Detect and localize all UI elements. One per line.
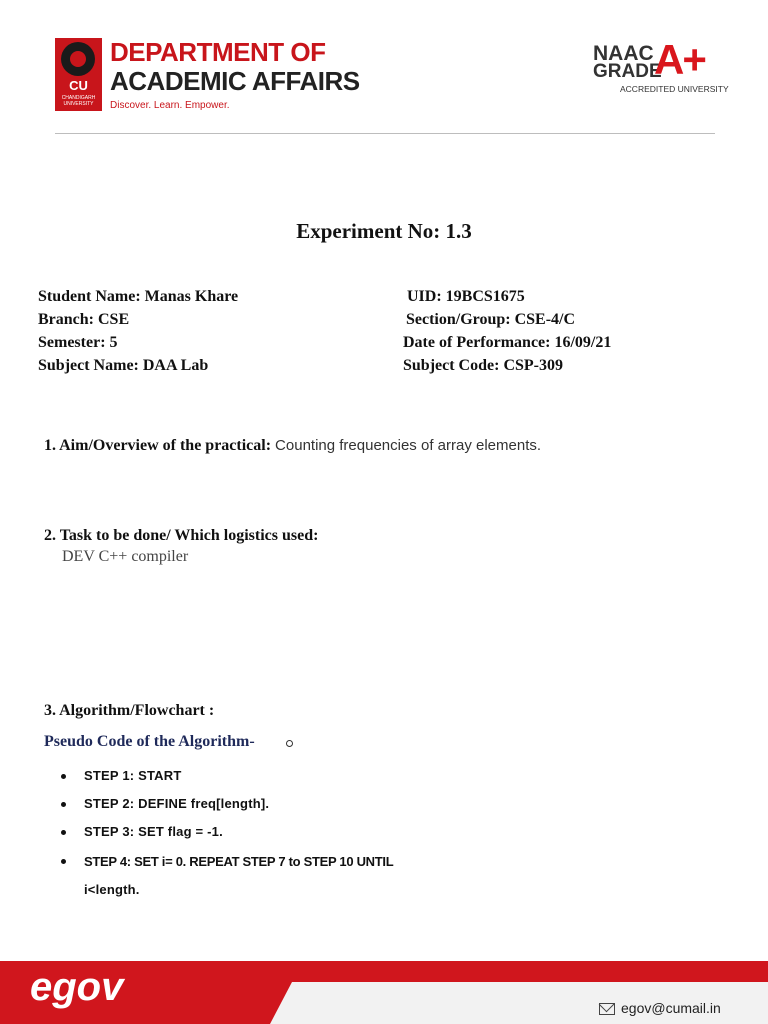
grade-value: A+ bbox=[654, 36, 705, 83]
branch: Branch: CSE bbox=[38, 311, 130, 328]
subject-code: Subject Code: CSP-309 bbox=[403, 357, 563, 374]
bullet-icon bbox=[61, 859, 66, 864]
uid: UID: 19BCS1675 bbox=[407, 288, 525, 305]
aim-heading: 1. Aim/Overview of the practical: bbox=[44, 437, 272, 454]
emblem-icon bbox=[61, 42, 95, 76]
bullet-icon bbox=[61, 774, 66, 779]
step-4-continued: i<length. bbox=[84, 882, 140, 897]
subject-name: Subject Name: DAA Lab bbox=[38, 357, 209, 374]
student-name: Student Name: Manas Khare bbox=[38, 288, 239, 305]
footer-email-link[interactable]: egov@cumail.in bbox=[621, 1000, 721, 1016]
header-divider bbox=[55, 133, 715, 134]
bullet-icon bbox=[61, 830, 66, 835]
aim-section bbox=[44, 437, 541, 455]
accredited-label: ACCREDITED UNIVERSITY bbox=[620, 84, 729, 94]
naac-label: NAAC bbox=[593, 42, 654, 65]
step-3: STEP 3: SET flag = -1. bbox=[84, 824, 223, 839]
department-title-line2: ACADEMIC AFFAIRS bbox=[110, 66, 360, 96]
step-1: STEP 1: START bbox=[84, 768, 182, 783]
department-title-line1: DEPARTMENT OF bbox=[110, 37, 326, 67]
step-2: STEP 2: DEFINE freq[length]. bbox=[84, 796, 270, 811]
logo-text: CU bbox=[69, 78, 88, 93]
step-4: STEP 4: SET i= 0. REPEAT STEP 7 to STEP 10 UNTIL bbox=[84, 854, 394, 869]
egov-logo: egov bbox=[30, 965, 124, 1009]
task-heading: 2. Task to be done/ Which logistics used: bbox=[44, 527, 319, 544]
grade-label: GRADE bbox=[593, 61, 662, 82]
aim-text: Counting frequencies of array elements. bbox=[275, 437, 542, 454]
task-text: DEV C++ compiler bbox=[62, 548, 189, 565]
mail-icon bbox=[599, 1003, 615, 1015]
experiment-title: Experiment No: 1.3 bbox=[296, 219, 472, 243]
bullet-icon bbox=[61, 802, 66, 807]
algorithm-heading: 3. Algorithm/Flowchart : bbox=[44, 702, 215, 719]
circle-bullet-icon bbox=[286, 740, 293, 747]
pseudo-code-heading: Pseudo Code of the Algorithm- bbox=[44, 733, 255, 750]
university-logo bbox=[55, 38, 102, 111]
logo-subtext: CHANDIGARH UNIVERSITY bbox=[61, 95, 96, 107]
section-group: Section/Group: CSE-4/C bbox=[406, 311, 576, 328]
semester: Semester: 5 bbox=[38, 334, 118, 351]
date-of-performance: Date of Performance: 16/09/21 bbox=[403, 334, 612, 351]
tagline: Discover. Learn. Empower. bbox=[110, 100, 230, 111]
